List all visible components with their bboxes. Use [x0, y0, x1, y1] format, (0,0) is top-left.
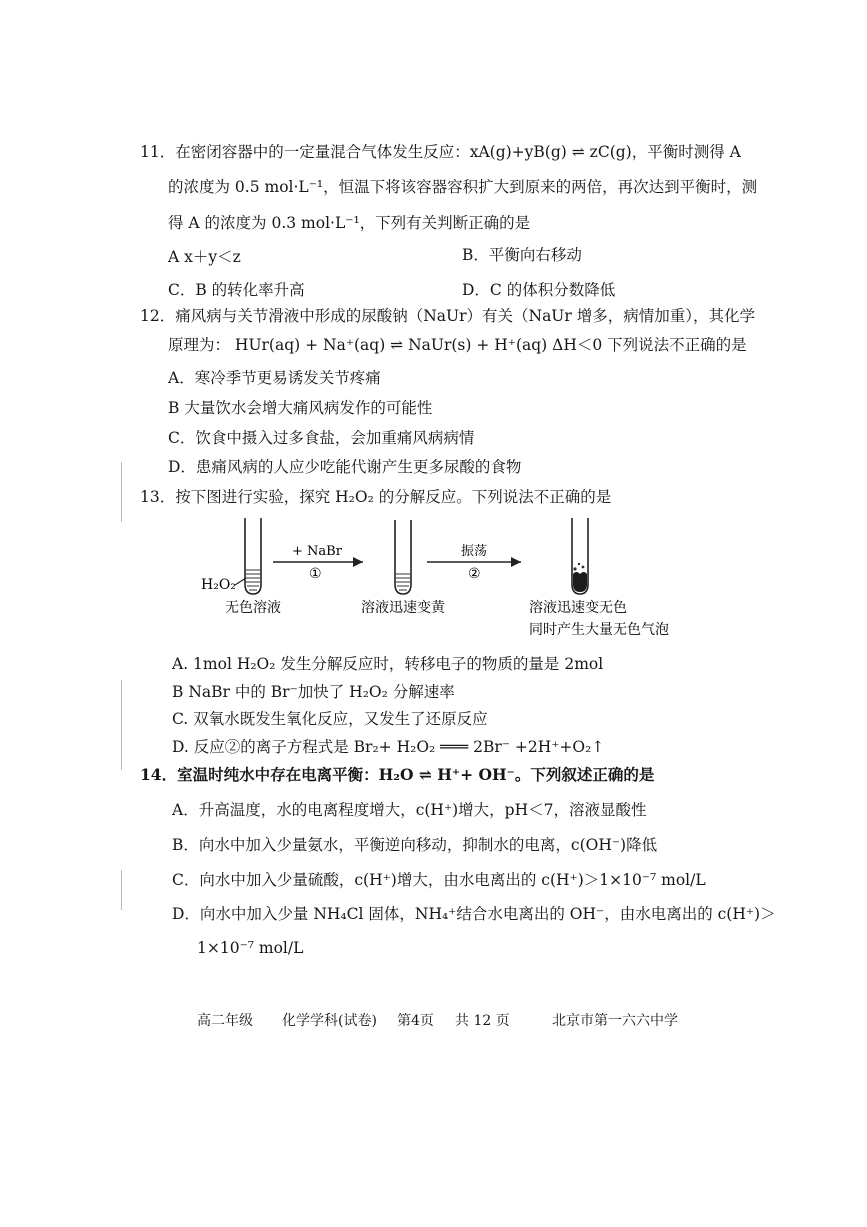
- test-tube-2: [395, 520, 411, 594]
- q11-option-a: A x＋y＜z: [168, 248, 241, 266]
- q11-option-b: B．平衡向右移动: [462, 246, 582, 264]
- q12-stem-line1: 12．痛风病与关节滑液中形成的尿酸钠（NaUr）有关（NaUr 增多，病情加重），其化学: [140, 307, 755, 325]
- footer-total-pages: 共 12 页: [455, 1013, 510, 1029]
- footer-school: 北京市第一六六中学: [552, 1013, 678, 1029]
- tube3-caption-line2: 同时产生大量无色气泡: [529, 622, 669, 638]
- q11-stem-line3: 得 A 的浓度为 0.3 mol·L⁻¹，下列有关判断正确的是: [168, 214, 531, 232]
- q13-option-b: B NaBr 中的 Br⁻加快了 H₂O₂ 分解速率: [172, 683, 455, 701]
- tube3-caption-line1: 溶液迅速变无色: [529, 600, 627, 616]
- arrow2-step-label: ②: [468, 566, 481, 582]
- q14-stem: 14．室温时纯水中存在电离平衡：H₂O ⇌ H⁺+ OH⁻。下列叙述正确的是: [140, 765, 655, 784]
- h2o2-experiment-diagram: [195, 512, 735, 647]
- q12-option-b: B 大量饮水会增大痛风病发作的可能性: [168, 399, 433, 417]
- q14-option-d-line2: 1×10⁻⁷ mol/L: [197, 939, 304, 957]
- q13-option-a: A. 1mol H₂O₂ 发生分解反应时，转移电子的物质的量是 2mol: [172, 655, 604, 673]
- q11-option-c: C．B 的转化率升高: [168, 281, 305, 299]
- q14-option-d-line1: D．向水中加入少量 NH₄Cl 固体，NH₄⁺结合水电离出的 OH⁻，由水电离出的 c(H⁺)＞: [172, 905, 776, 923]
- q13-stem: 13．按下图进行实验，探究 H₂O₂ 的分解反应。下列说法不正确的是: [140, 488, 612, 506]
- test-tube-3: [572, 518, 588, 594]
- tube1-caption: 无色溶液: [225, 600, 281, 616]
- q12-option-a: A．寒冷季节更易诱发关节疼痛: [168, 369, 381, 387]
- footer-grade: 高二年级: [197, 1013, 253, 1029]
- tube2-caption: 溶液迅速变黄: [361, 600, 445, 616]
- q12-stem-line2: 原理为： HUr(aq) + Na⁺(aq) ⇌ NaUr(s) + H⁺(aq) ΔH＜0 下列说法不正确的是: [168, 336, 747, 354]
- q13-option-c: C. 双氧水既发生氧化反应，又发生了还原反应: [172, 710, 488, 728]
- footer-page-number: 第4页: [397, 1013, 434, 1029]
- footer-subject: 化学学科(试卷): [282, 1013, 377, 1029]
- scan-edge-mark: [121, 680, 122, 770]
- q14-option-b: B．向水中加入少量氨水，平衡逆向移动，抑制水的电离，c(OH⁻)降低: [172, 836, 658, 854]
- q11-stem-line2: 的浓度为 0.5 mol·L⁻¹，恒温下将该容器容积扩大到原来的两倍，再次达到平衡时，测: [168, 178, 758, 196]
- q13-option-d: D. 反应②的离子方程式是 Br₂+ H₂O₂ ═══ 2Br⁻ +2H⁺+O₂↑: [172, 738, 605, 756]
- arrow1-step-label: ①: [309, 566, 322, 582]
- reagent-label: H₂O₂: [201, 577, 236, 593]
- q14-option-a: A．升高温度，水的电离程度增大，c(H⁺)增大，pH＜7，溶液显酸性: [172, 801, 647, 819]
- scan-edge-mark: [121, 462, 122, 522]
- arrow1-reagent-label: + NaBr: [292, 544, 342, 559]
- q14-option-c: C．向水中加入少量硫酸，c(H⁺)增大，由水电离出的 c(H⁺)＞1×10⁻⁷ mol/L: [172, 871, 706, 889]
- q12-option-c: C．饮食中摄入过多食盐，会加重痛风病病情: [168, 429, 475, 447]
- test-tube-1: [245, 518, 261, 594]
- q12-option-d: D．患痛风病的人应少吃能代谢产生更多尿酸的食物: [168, 458, 522, 476]
- scan-edge-mark: [121, 870, 122, 910]
- q11-option-d: D．C 的体积分数降低: [462, 281, 616, 299]
- q11-stem-line1: 11．在密闭容器中的一定量混合气体发生反应：xA(g)+yB(g) ⇌ zC(g)，平衡时测得 A: [140, 143, 741, 161]
- arrow2-action-label: 振荡: [461, 544, 488, 559]
